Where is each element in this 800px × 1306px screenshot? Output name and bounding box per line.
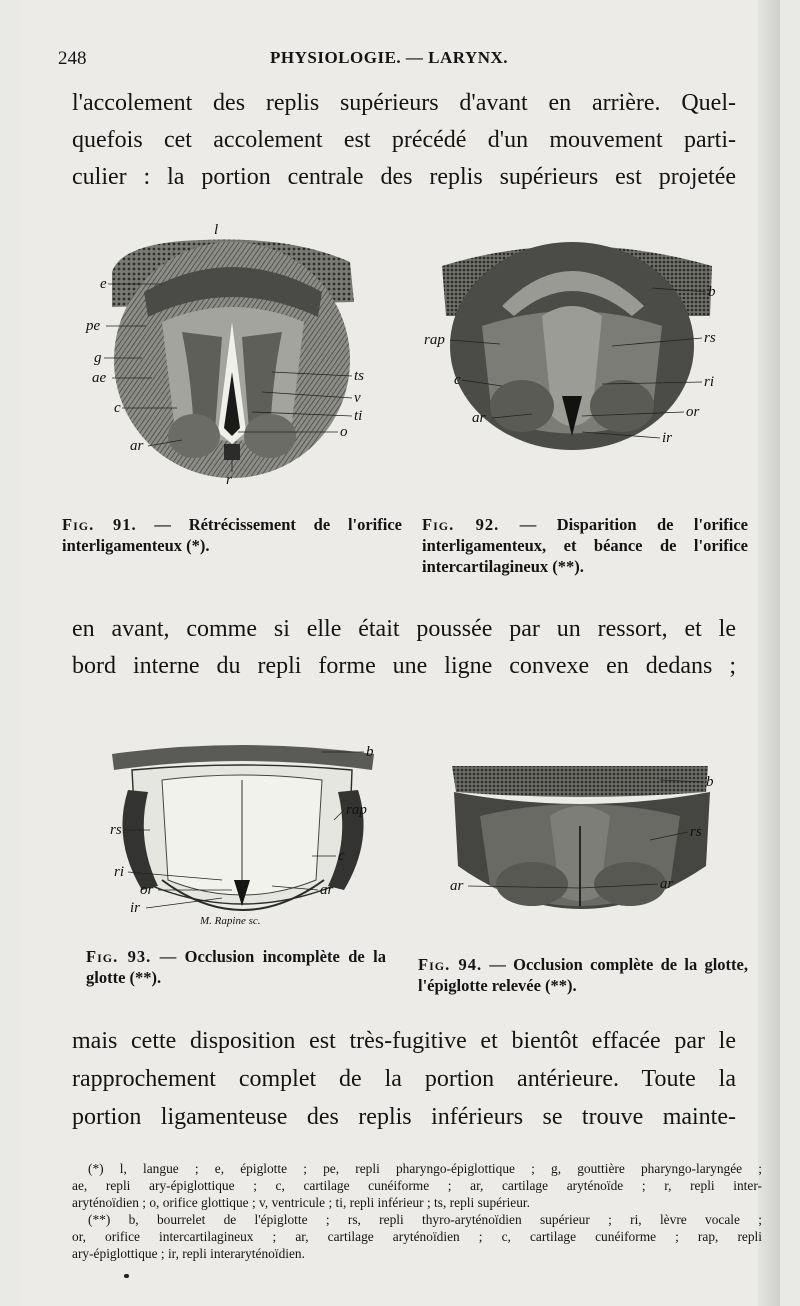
body-line: mais cette disposition est très-fugitive et bientôt effacée par le	[72, 1028, 736, 1054]
fig92-label-or: or	[686, 404, 700, 420]
fig93-label-c: c	[338, 848, 345, 864]
fig92-caption-text: — Disparition de l'orifice interligamenteux, et béance de l'orifice intercartilagineux (**).	[422, 515, 748, 576]
figure-93-illustration	[102, 730, 384, 930]
figure-92-illustration	[422, 236, 722, 456]
fig91-label-ti: ti	[354, 408, 363, 424]
fig91-label-l: l	[214, 222, 219, 238]
fig93-label-b: b	[366, 744, 374, 760]
footnote-line: (*) l, langue ; e, épiglotte ; pe, repli pharyngo-épiglottique ; g, gouttière pharyngo-laryngée ;	[88, 1161, 762, 1176]
fig94-label-rs: rs	[690, 824, 702, 840]
footnote-line: or, orifice intercartilagineux ; ar, cartilage aryténoïdien ; c, cartilage cunéiforme ; rap, repli	[72, 1229, 762, 1244]
figure-91-illustration	[82, 222, 382, 490]
fig91-caption-lead: Fig. 91.	[62, 515, 137, 534]
fig91-label-ts: ts	[354, 368, 365, 384]
figure-92-labels	[422, 236, 722, 456]
fig93-caption-text: — Occlusion incomplète de la glotte (**).	[86, 947, 386, 987]
fig91-label-g: g	[94, 350, 102, 366]
page-number: 248	[58, 48, 87, 69]
body-line: bord interne du repli forme une ligne convexe en dedans ;	[72, 653, 736, 679]
footnote-line: ae, repli ary-épiglottique ; c, cartilage cunéiforme ; ar, cartilage aryténoïde ; r, repli inter-	[72, 1178, 762, 1193]
figure-93-labels	[102, 730, 384, 930]
footnote-line: (**) b, bourrelet de l'épiglotte ; rs, repli thyro-aryténoïdien supérieur ; ri, lèvre vocale ;	[88, 1212, 762, 1227]
fig91-label-c: c	[114, 400, 121, 416]
figure-91-labels	[82, 222, 382, 490]
fig93-engraver-signature: M. Rapine sc.	[200, 915, 261, 927]
page-header	[58, 48, 738, 74]
fig94-caption-text: — Occlusion complète de la glotte, l'épiglotte relevée (**).	[418, 955, 748, 995]
figure-91-caption	[62, 514, 402, 556]
fig91-label-o: o	[340, 424, 348, 440]
footnotes	[72, 1160, 762, 1262]
fig93-caption-lead: Fig. 93.	[86, 947, 152, 966]
figure-94-illustration	[440, 756, 724, 936]
footnote-line: ary-épiglottique ; ir, repli interaryténoïdien.	[72, 1246, 305, 1261]
fig91-caption-text: — Rétrécissement de l'orifice interligamenteux (*).	[62, 515, 402, 555]
fig92-label-rap: rap	[424, 332, 445, 348]
page-gutter-shadow	[758, 0, 780, 1306]
figure-94-caption	[418, 954, 748, 996]
fig91-label-ae: ae	[92, 370, 107, 386]
fig92-label-ir: ir	[662, 430, 673, 446]
fig92-label-b: b	[708, 284, 716, 300]
fig91-label-v: v	[354, 390, 361, 406]
fig91-label-r: r	[226, 472, 232, 488]
fig94-caption-lead: Fig. 94.	[418, 955, 483, 974]
body-line: l'accolement des replis supérieurs d'avant en arrière. Quel-	[72, 90, 736, 116]
ink-speck	[124, 1274, 129, 1278]
body-line: quefois cet accolement est précédé d'un mouvement parti-	[72, 127, 736, 153]
fig93-label-ar: ar	[320, 882, 334, 898]
fig93-label-rs: rs	[110, 822, 122, 838]
fig94-label-b: b	[706, 774, 714, 790]
fig92-label-c: c	[454, 372, 461, 388]
fig92-label-ar: ar	[472, 410, 486, 426]
fig91-label-ar: ar	[130, 438, 144, 454]
fig94-label-ar-left: ar	[450, 878, 464, 894]
body-line: rapprochement complet de la portion antérieure. Toute la	[72, 1066, 736, 1092]
fig93-label-or: or	[140, 882, 154, 898]
fig91-label-pe: pe	[86, 318, 101, 334]
fig92-caption-lead: Fig. 92.	[422, 515, 500, 534]
fig94-label-ar-right: ar	[660, 876, 674, 892]
figure-92-caption	[422, 514, 748, 577]
fig93-label-ri: ri	[114, 864, 125, 880]
fig92-label-ri: ri	[704, 374, 715, 390]
footnote-line: aryténoïdien ; o, orifice glottique ; v, ventricule ; ti, repli inférieur ; ts, repli supérieur.	[72, 1195, 530, 1210]
running-head: PHYSIOLOGIE. — LARYNX.	[270, 48, 509, 67]
figure-93-caption	[86, 946, 386, 988]
body-line: culier : la portion centrale des replis supérieurs est projetée	[72, 164, 736, 190]
body-line: en avant, comme si elle était poussée par un ressort, et le	[72, 616, 736, 642]
figure-94-labels	[440, 756, 724, 936]
fig91-label-e: e	[100, 276, 107, 292]
fig92-label-rs: rs	[704, 330, 716, 346]
fig93-label-rap: rap	[346, 802, 367, 818]
fig93-label-ir: ir	[130, 900, 141, 916]
body-line: portion ligamenteuse des replis inférieurs se trouve mainte-	[72, 1104, 736, 1130]
